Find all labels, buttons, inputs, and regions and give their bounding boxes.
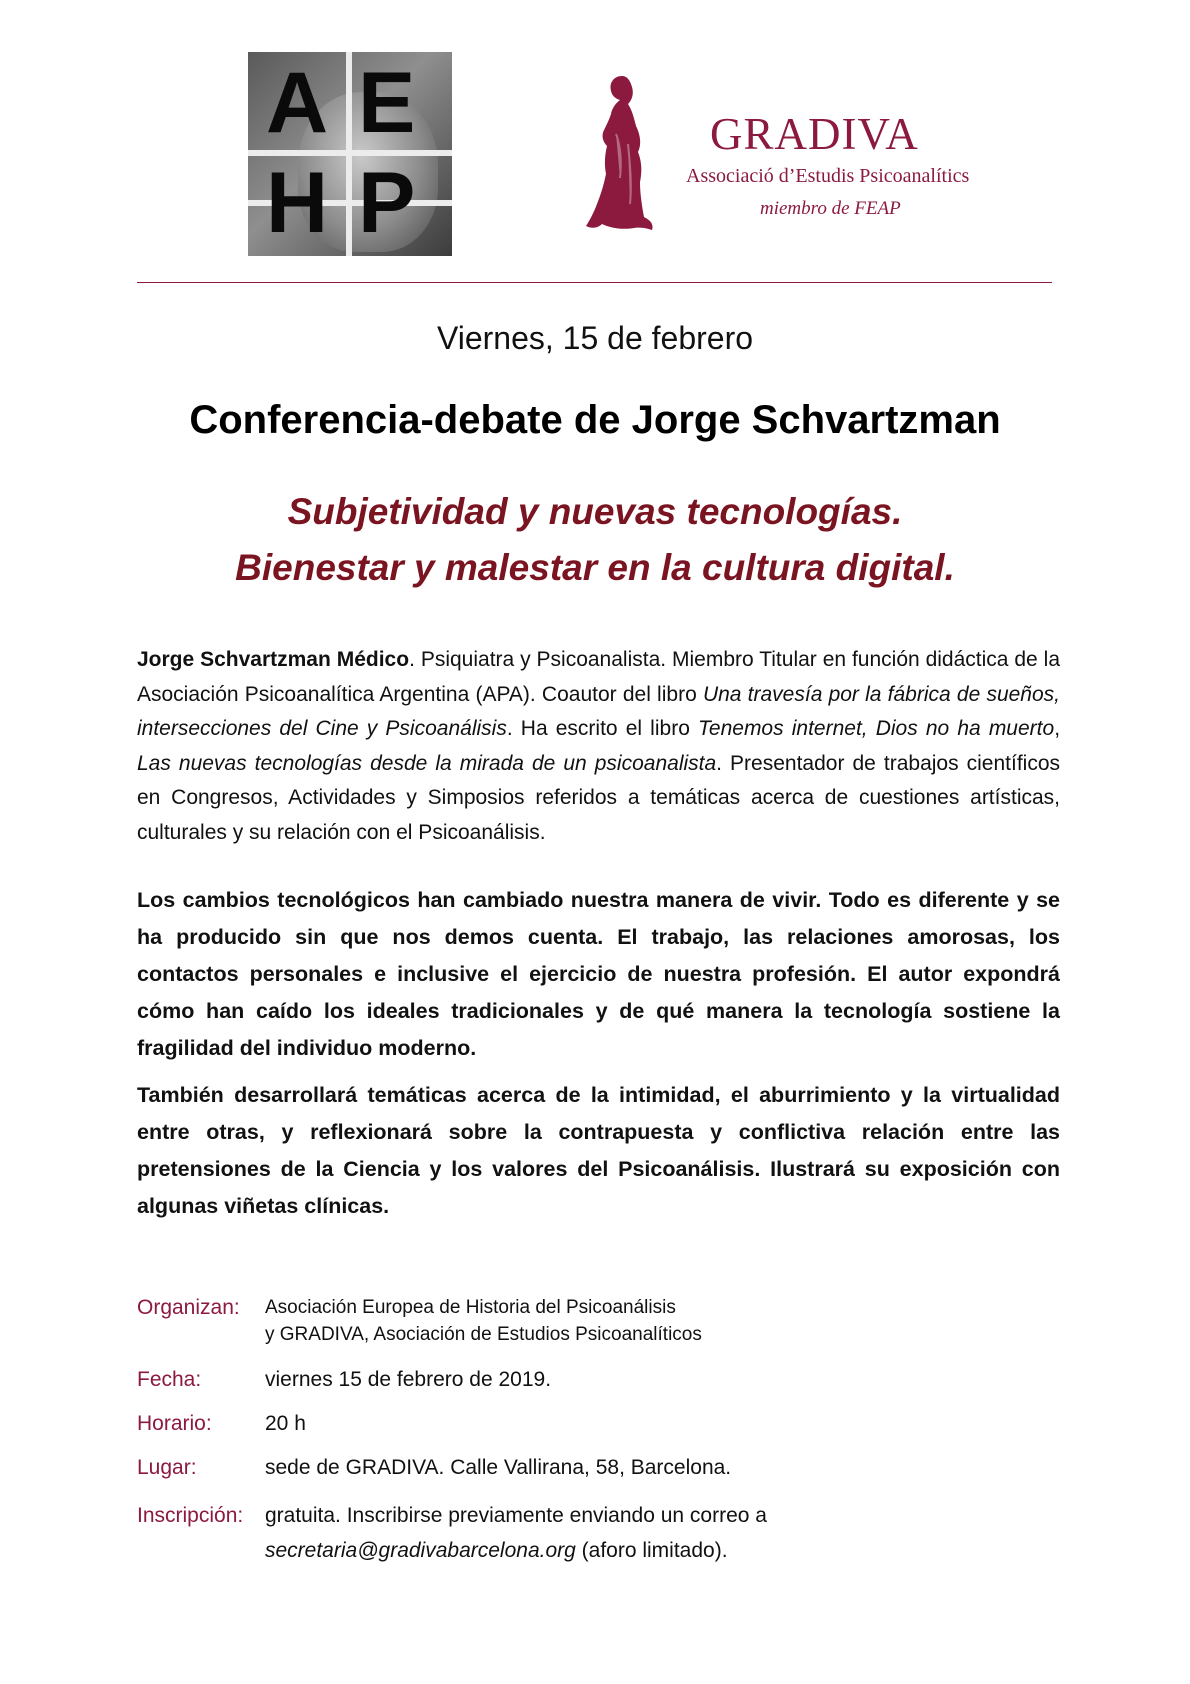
info-value: viernes 15 de febrero de 2019.	[265, 1368, 552, 1391]
event-subtitle-line-2: Bienestar y malestar en la cultura digital.	[235, 547, 955, 588]
contact-email-link[interactable]: secretaria@gradivabarcelona.org	[265, 1539, 576, 1562]
aehp-letters	[248, 52, 452, 256]
info-label: Inscripción:	[137, 1504, 244, 1527]
inscripcion-suffix: (aforo limitado).	[575, 1539, 728, 1562]
info-value	[265, 1498, 1060, 1568]
gradiva-logo-title: GRADIVA	[710, 109, 919, 159]
gradiva-logo-member: miembro de FEAP	[760, 198, 901, 219]
info-row-inscripcion	[137, 1498, 1060, 1568]
event-info	[137, 1294, 1060, 1568]
info-value	[265, 1294, 1060, 1366]
book-title: Tenemos internet, Dios no ha muerto	[698, 717, 1055, 740]
info-label: Organizan:	[137, 1296, 240, 1319]
event-date-heading: Viernes, 15 de febrero	[436, 320, 754, 356]
organizer-line-2: y GRADIVA, Asociación de Estudios Psicoanalíticos	[265, 1324, 702, 1345]
info-label: Horario:	[137, 1412, 212, 1435]
abstract-paragraph-2: También desarrollará temáticas acerca de la intimidad, el aburrimiento y la virtualidad entre otras, y reflexionará sobre la contrapuesta y conflictiva relación entre las pretensiones de la Ciencia y los valores del Psicoanálisis. Ilustrará su exposición con algunas viñetas clínicas.	[137, 1083, 1060, 1218]
bio-text: . Presentador de trabajos científicos en Congresos, Actividades y Simposios referidos a temáticas acerca de cuestiones artísticas, culturales y su relación con el Psicoanálisis.	[137, 751, 1060, 844]
aehp-letter-a: A	[266, 55, 329, 151]
event-subtitle-line-1: Subjetividad y nuevas tecnologías.	[287, 491, 903, 532]
abstract-paragraph-1: Los cambios tecnológicos han cambiado nuestra manera de vivir. Todo es diferente y se ha producido sin que nos demos cuenta. El trabajo, las relaciones amorosas, los contactos personales e inclusive el ejercicio de nuestra profesión. El autor expondrá cómo han caído los ideales tradicionales y de qué manera la tecnología sostiene la fragilidad del individuo moderno.	[137, 888, 1060, 1060]
aehp-logo	[248, 52, 452, 256]
info-row-organizan	[137, 1294, 1060, 1366]
aehp-letter-p: P	[358, 155, 416, 251]
info-value: 20 h	[265, 1412, 306, 1435]
header-separator	[137, 282, 1052, 283]
inscripcion-text: gratuita. Inscribirse previamente enviando un correo a	[265, 1504, 767, 1527]
speaker-bio	[137, 643, 1060, 850]
info-row-lugar	[137, 1454, 1060, 1498]
gradiva-logo-subtitle: Associació d’Estudis Psicoanalítics	[686, 165, 970, 187]
aehp-letter-h: H	[266, 155, 329, 251]
bio-text: . Psiquiatra y Psicoanalista. Miembro Titular en función didáctica de la Asociación Psicoanalítica Argentina (APA). Coautor del libro	[137, 648, 1060, 706]
book-title: Una travesía por la fábrica de sueños, intersecciones del Cine y Psicoanálisis	[137, 682, 1060, 740]
bio-text: . Ha escrito el libro	[506, 717, 698, 740]
book-subtitle: Las nuevas tecnologías desde la mirada de un psicoanalista	[137, 751, 717, 775]
info-row-fecha	[137, 1366, 1060, 1410]
event-subtitle	[0, 484, 1190, 596]
organizer-line-1: Asociación Europea de Historia del Psicoanálisis	[265, 1297, 676, 1318]
event-title: Conferencia-debate de Jorge Schvartzman	[189, 398, 1001, 442]
gradiva-figure-silhouette-icon	[582, 74, 662, 236]
info-value: sede de GRADIVA. Calle Vallirana, 58, Barcelona.	[265, 1456, 732, 1479]
aehp-letter-e: E	[358, 55, 416, 151]
info-row-horario	[137, 1410, 1060, 1454]
speaker-name: Jorge Schvartzman Médico	[137, 648, 410, 671]
bio-text: ,	[1054, 717, 1061, 740]
info-label: Lugar:	[137, 1456, 197, 1479]
info-label: Fecha:	[137, 1368, 202, 1391]
